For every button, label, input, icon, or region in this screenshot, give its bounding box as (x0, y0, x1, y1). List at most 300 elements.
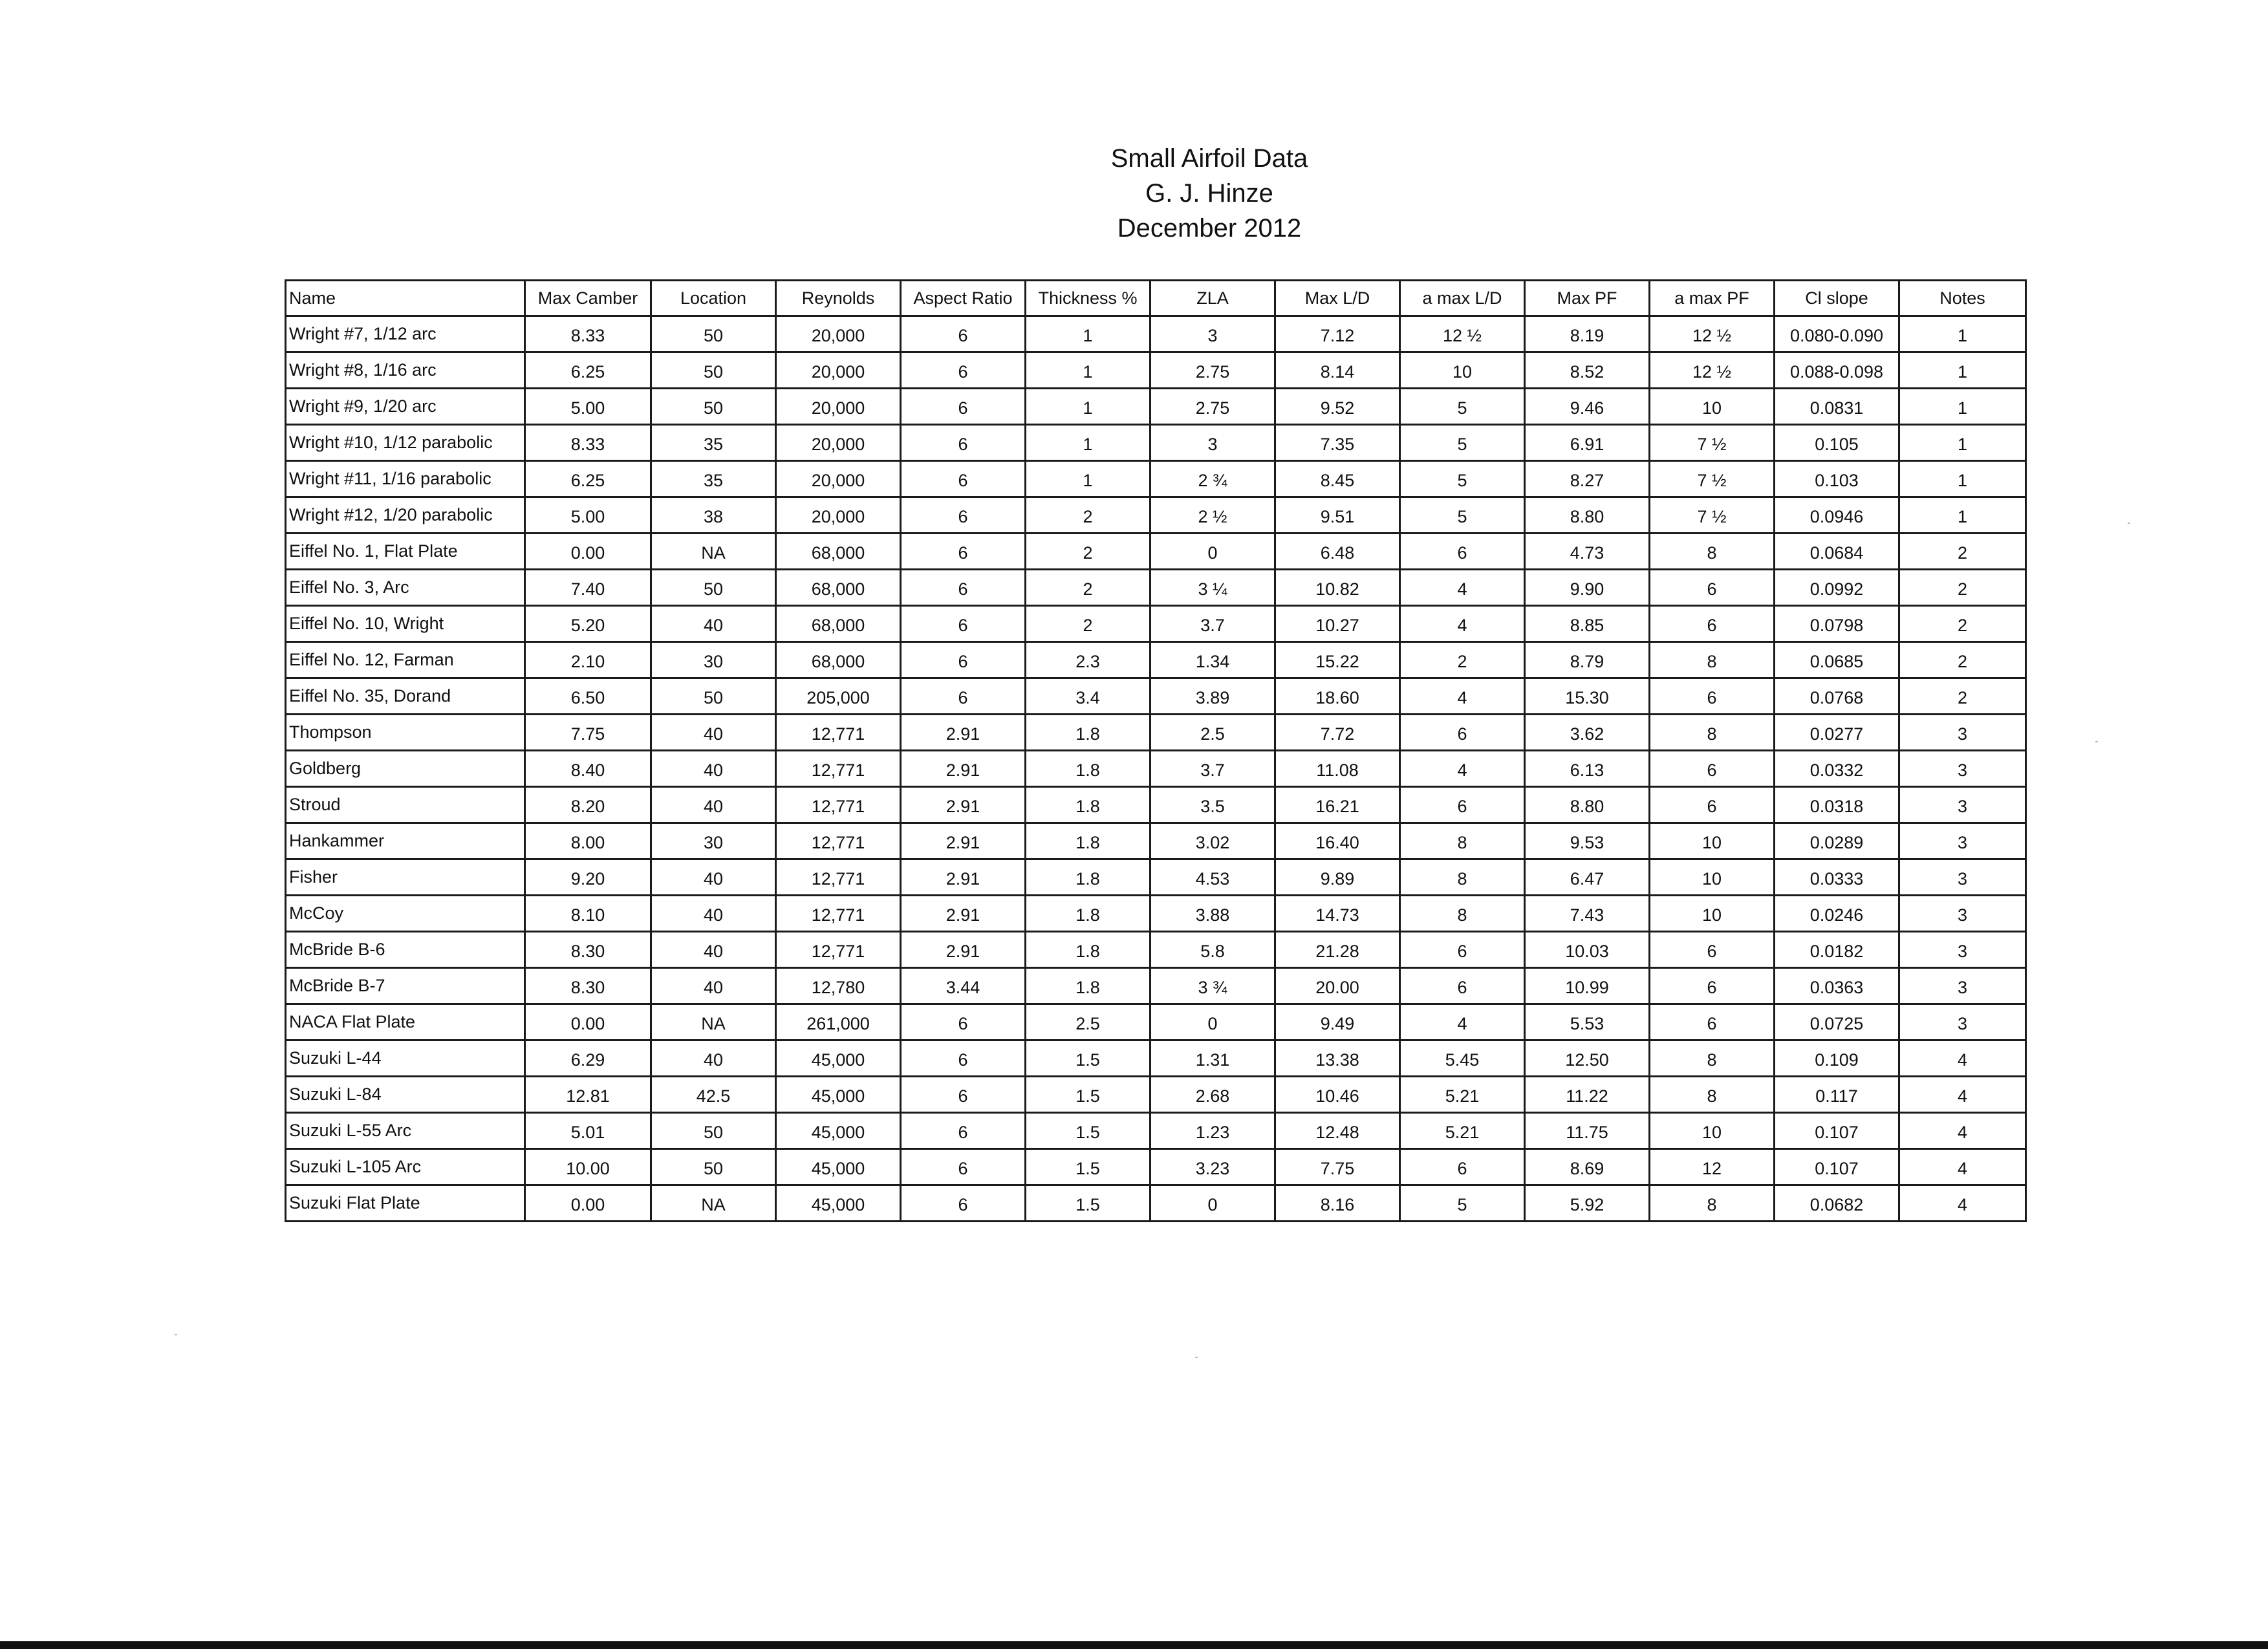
table-cell: 8.00 (525, 823, 651, 859)
table-cell: 8.10 (525, 896, 651, 932)
table-cell: 1.5 (1026, 1077, 1150, 1113)
table-cell: 16.40 (1275, 823, 1400, 859)
table-cell: 7 ½ (1650, 461, 1775, 497)
table-cell: 9.51 (1275, 497, 1400, 534)
table-cell: 15.22 (1275, 642, 1400, 678)
table-cell: 2 (1899, 534, 2026, 570)
table-cell: 40 (651, 1040, 776, 1077)
table-cell: 68,000 (776, 570, 901, 606)
table-cell: 5.01 (525, 1113, 651, 1149)
table-cell: 6 (901, 678, 1026, 715)
table-cell: 45,000 (776, 1149, 901, 1185)
table-cell: 1.8 (1026, 859, 1150, 896)
table-cell: 7.40 (525, 570, 651, 606)
table-cell: 2.75 (1150, 389, 1275, 425)
table-cell: 2 (1899, 642, 2026, 678)
table-cell: 6 (1650, 570, 1775, 606)
table-cell: 4 (1899, 1040, 2026, 1077)
table-cell: 0.0685 (1775, 642, 1899, 678)
table-cell: 3 (1150, 425, 1275, 461)
table-row (286, 606, 2026, 642)
table-cell: 6.13 (1525, 751, 1650, 787)
table-cell: 9.20 (525, 859, 651, 896)
document-date: December 2012 (1117, 214, 1302, 242)
table-cell: 0.0333 (1775, 859, 1899, 896)
table-cell: 9.52 (1275, 389, 1400, 425)
table-cell: 2.91 (901, 823, 1026, 859)
column-header: Max L/D (1275, 281, 1400, 316)
table-cell: 2.91 (901, 751, 1026, 787)
table-cell: 11.75 (1525, 1113, 1650, 1149)
table-cell: 0.00 (525, 1004, 651, 1040)
table-cell: 8.45 (1275, 461, 1400, 497)
table-cell: 8.85 (1525, 606, 1650, 642)
table-cell: 6 (1400, 534, 1525, 570)
table-cell: 68,000 (776, 642, 901, 678)
table-cell: 10.82 (1275, 570, 1400, 606)
table-cell: 3.44 (901, 968, 1026, 1004)
table-cell: 10.99 (1525, 968, 1650, 1004)
airfoil-name-cell: Eiffel No. 10, Wright (286, 606, 525, 642)
table-cell: 1 (1899, 497, 2026, 534)
table-cell: 1.5 (1026, 1149, 1150, 1185)
table-cell: 20,000 (776, 316, 901, 352)
table-cell: 16.21 (1275, 787, 1400, 823)
table-cell: 13.38 (1275, 1040, 1400, 1077)
table-cell: 3 (1899, 1004, 2026, 1040)
table-cell: 3 (1899, 932, 2026, 968)
table-cell: 5 (1400, 1185, 1525, 1222)
column-header: Aspect Ratio (901, 281, 1026, 316)
table-cell: 4 (1400, 1004, 1525, 1040)
table-cell: 5 (1400, 461, 1525, 497)
table-cell: 8.80 (1525, 497, 1650, 534)
table-cell: 0.0289 (1775, 823, 1899, 859)
table-cell: 0.088-0.098 (1775, 352, 1899, 389)
table-cell: 45,000 (776, 1113, 901, 1149)
table-row (286, 316, 2026, 352)
table-cell: 3.89 (1150, 678, 1275, 715)
table-cell: 2 (1026, 497, 1150, 534)
table-cell: 8 (1650, 642, 1775, 678)
table-cell: 10.00 (525, 1149, 651, 1185)
table-cell: 68,000 (776, 606, 901, 642)
table-cell: 5.92 (1525, 1185, 1650, 1222)
table-cell: 0.0277 (1775, 715, 1899, 751)
airfoil-name-cell: Eiffel No. 12, Farman (286, 642, 525, 678)
table-cell: 15.30 (1525, 678, 1650, 715)
table-cell: 6 (1400, 715, 1525, 751)
table-cell: NA (651, 1185, 776, 1222)
table-cell: 0 (1150, 534, 1275, 570)
table-row (286, 461, 2026, 497)
table-cell: 0.0831 (1775, 389, 1899, 425)
table-cell: 12,780 (776, 968, 901, 1004)
table-cell: 10.03 (1525, 932, 1650, 968)
table-cell: 6 (1400, 787, 1525, 823)
table-row (286, 1113, 2026, 1149)
table-cell: 3 ¾ (1150, 968, 1275, 1004)
table-cell: 21.28 (1275, 932, 1400, 968)
table-cell: 0.0946 (1775, 497, 1899, 534)
table-row (286, 1004, 2026, 1040)
table-cell: 4 (1400, 570, 1525, 606)
airfoil-name-cell: Suzuki L-105 Arc (286, 1149, 525, 1185)
table-row (286, 859, 2026, 896)
table-cell: 6 (1400, 1149, 1525, 1185)
table-cell: 0.0318 (1775, 787, 1899, 823)
table-cell: 12,771 (776, 715, 901, 751)
table-cell: 38 (651, 497, 776, 534)
table-row (286, 715, 2026, 751)
column-header: Thickness % (1026, 281, 1150, 316)
table-cell: 1 (1026, 389, 1150, 425)
table-cell: 2.3 (1026, 642, 1150, 678)
table-cell: 6 (901, 316, 1026, 352)
table-cell: 2.5 (1150, 715, 1275, 751)
airfoil-data-table (285, 279, 2027, 1222)
table-body (286, 316, 2026, 1222)
table-cell: 2.91 (901, 715, 1026, 751)
table-row (286, 570, 2026, 606)
airfoil-name-cell: NACA Flat Plate (286, 1004, 525, 1040)
table-cell: 9.53 (1525, 823, 1650, 859)
table-row (286, 389, 2026, 425)
airfoil-name-cell: Eiffel No. 35, Dorand (286, 678, 525, 715)
table-cell: 8 (1650, 1040, 1775, 1077)
table-cell: 12,771 (776, 932, 901, 968)
table-cell: 2 (1026, 534, 1150, 570)
table-cell: 8.19 (1525, 316, 1650, 352)
airfoil-name-cell: Wright #11, 1/16 parabolic (286, 461, 525, 497)
table-cell: 0.109 (1775, 1040, 1899, 1077)
table-cell: 8.14 (1275, 352, 1400, 389)
table-cell: 4 (1400, 678, 1525, 715)
table-cell: 0 (1150, 1004, 1275, 1040)
table-cell: 6.29 (525, 1040, 651, 1077)
table-cell: 50 (651, 389, 776, 425)
table-cell: 40 (651, 859, 776, 896)
table-cell: 45,000 (776, 1077, 901, 1113)
airfoil-name-cell: Goldberg (286, 751, 525, 787)
table-cell: 10.46 (1275, 1077, 1400, 1113)
table-row (286, 823, 2026, 859)
table-cell: 8.33 (525, 316, 651, 352)
table-cell: 40 (651, 751, 776, 787)
table-cell: 3 (1899, 968, 2026, 1004)
table-cell: 6 (1650, 1004, 1775, 1040)
table-cell: 3 (1899, 787, 2026, 823)
table-cell: 45,000 (776, 1185, 901, 1222)
table-cell: 3 (1899, 715, 2026, 751)
table-cell: 50 (651, 316, 776, 352)
table-cell: 12 (1650, 1149, 1775, 1185)
document-author: G. J. Hinze (1145, 179, 1273, 208)
table-cell: 12,771 (776, 859, 901, 896)
scan-edge-bar (0, 1641, 2268, 1649)
table-cell: 6 (901, 570, 1026, 606)
table-cell: 11.22 (1525, 1077, 1650, 1113)
airfoil-name-cell: Suzuki L-44 (286, 1040, 525, 1077)
table-row (286, 1077, 2026, 1113)
table-cell: 20,000 (776, 352, 901, 389)
table-cell: 6 (901, 1077, 1026, 1113)
table-cell: 1.34 (1150, 642, 1275, 678)
table-row (286, 425, 2026, 461)
table-cell: 2.75 (1150, 352, 1275, 389)
table-cell: 2.91 (901, 859, 1026, 896)
table-cell: 5 (1400, 389, 1525, 425)
table-cell: 8.52 (1525, 352, 1650, 389)
table-cell: 5 (1400, 497, 1525, 534)
table-cell: 35 (651, 425, 776, 461)
table-cell: 6 (1650, 968, 1775, 1004)
table-cell: 6 (901, 461, 1026, 497)
table-cell: 0 (1150, 1185, 1275, 1222)
table-cell: 8 (1650, 715, 1775, 751)
table-cell: 12.48 (1275, 1113, 1400, 1149)
table-cell: 3 (1899, 896, 2026, 932)
scan-speck (2128, 523, 2130, 524)
table-cell: 2 (1400, 642, 1525, 678)
table-cell: 5.00 (525, 497, 651, 534)
table-cell: 1 (1026, 425, 1150, 461)
table-cell: 45,000 (776, 1040, 901, 1077)
airfoil-name-cell: Thompson (286, 715, 525, 751)
table-cell: 6.50 (525, 678, 651, 715)
table-cell: 5.21 (1400, 1113, 1525, 1149)
table-cell: 4 (1400, 606, 1525, 642)
table-cell: 1.8 (1026, 751, 1150, 787)
table-cell: 6.25 (525, 352, 651, 389)
table-cell: 6 (1650, 606, 1775, 642)
table-cell: 8 (1650, 1185, 1775, 1222)
table-cell: 2.91 (901, 787, 1026, 823)
table-cell: 40 (651, 606, 776, 642)
airfoil-name-cell: Wright #12, 1/20 parabolic (286, 497, 525, 534)
table-cell: 2.91 (901, 896, 1026, 932)
airfoil-name-cell: Suzuki L-84 (286, 1077, 525, 1113)
table-cell: 9.49 (1275, 1004, 1400, 1040)
airfoil-name-cell: Hankammer (286, 823, 525, 859)
table-cell: 5 (1400, 425, 1525, 461)
table-cell: 8.27 (1525, 461, 1650, 497)
table-cell: 0.0246 (1775, 896, 1899, 932)
column-header: a max L/D (1400, 281, 1525, 316)
table-cell: 2 ¾ (1150, 461, 1275, 497)
table-row (286, 1185, 2026, 1222)
table-cell: 3.7 (1150, 606, 1275, 642)
table-cell: 6 (1400, 932, 1525, 968)
table-cell: 20,000 (776, 425, 901, 461)
table-cell: 261,000 (776, 1004, 901, 1040)
table-cell: 6 (901, 497, 1026, 534)
table-row (286, 751, 2026, 787)
table-cell: 8 (1650, 1077, 1775, 1113)
table-cell: 5.45 (1400, 1040, 1525, 1077)
airfoil-name-cell: Wright #8, 1/16 arc (286, 352, 525, 389)
table-cell: 3.5 (1150, 787, 1275, 823)
table-cell: 205,000 (776, 678, 901, 715)
table-cell: 6 (901, 1185, 1026, 1222)
table-cell: 30 (651, 823, 776, 859)
table-cell: 8.16 (1275, 1185, 1400, 1222)
table-cell: 1 (1026, 316, 1150, 352)
table-cell: 2.68 (1150, 1077, 1275, 1113)
table-cell: NA (651, 534, 776, 570)
table-row (286, 896, 2026, 932)
table-cell: 10 (1650, 859, 1775, 896)
table-cell: 5.00 (525, 389, 651, 425)
column-header: Cl slope (1775, 281, 1899, 316)
table-cell: NA (651, 1004, 776, 1040)
table-row (286, 642, 2026, 678)
table-cell: 7.75 (525, 715, 651, 751)
table-cell: 4 (1400, 751, 1525, 787)
table-cell: 2.5 (1026, 1004, 1150, 1040)
table-cell: 20,000 (776, 497, 901, 534)
table-cell: 10.27 (1275, 606, 1400, 642)
table-cell: 42.5 (651, 1077, 776, 1113)
airfoil-name-cell: Eiffel No. 3, Arc (286, 570, 525, 606)
table-cell: 20,000 (776, 461, 901, 497)
table-cell: 7.75 (1275, 1149, 1400, 1185)
table-cell: 20,000 (776, 389, 901, 425)
table-row (286, 787, 2026, 823)
table-cell: 9.90 (1525, 570, 1650, 606)
table-row (286, 1149, 2026, 1185)
table-cell: 0.105 (1775, 425, 1899, 461)
scan-speck (175, 1334, 177, 1335)
airfoil-name-cell: McBride B-7 (286, 968, 525, 1004)
table-row (286, 352, 2026, 389)
table-cell: 1 (1899, 389, 2026, 425)
table-cell: 0.00 (525, 534, 651, 570)
table-cell: 1 (1899, 425, 2026, 461)
table-cell: 8.20 (525, 787, 651, 823)
airfoil-name-cell: Wright #7, 1/12 arc (286, 316, 525, 352)
table-cell: 1.23 (1150, 1113, 1275, 1149)
table-cell: 2 (1899, 606, 2026, 642)
table-cell: 0.0363 (1775, 968, 1899, 1004)
table-cell: 4 (1899, 1149, 2026, 1185)
table-cell: 4.53 (1150, 859, 1275, 896)
table-cell: 10 (1400, 352, 1525, 389)
table-cell: 1 (1899, 461, 2026, 497)
table-cell: 8.33 (525, 425, 651, 461)
table-cell: 14.73 (1275, 896, 1400, 932)
table-cell: 40 (651, 932, 776, 968)
table-cell: 1.31 (1150, 1040, 1275, 1077)
table-cell: 1.8 (1026, 968, 1150, 1004)
airfoil-name-cell: Fisher (286, 859, 525, 896)
table-cell: 50 (651, 570, 776, 606)
table-cell: 1.8 (1026, 715, 1150, 751)
table-cell: 0.0725 (1775, 1004, 1899, 1040)
table-cell: 4 (1899, 1185, 2026, 1222)
table-cell: 0.0798 (1775, 606, 1899, 642)
table-cell: 6 (901, 1004, 1026, 1040)
table-cell: 6 (1650, 787, 1775, 823)
table-cell: 8 (1400, 859, 1525, 896)
table-cell: 0.080-0.090 (1775, 316, 1899, 352)
table-cell: 6 (901, 352, 1026, 389)
table-cell: 0.117 (1775, 1077, 1899, 1113)
table-cell: 3.4 (1026, 678, 1150, 715)
column-header: Notes (1899, 281, 2026, 316)
table-cell: 1.5 (1026, 1040, 1150, 1077)
table-cell: 3.02 (1150, 823, 1275, 859)
table-cell: 6.25 (525, 461, 651, 497)
table-cell: 40 (651, 715, 776, 751)
table-cell: 0.107 (1775, 1113, 1899, 1149)
table-cell: 2 ½ (1150, 497, 1275, 534)
table-cell: 8 (1650, 534, 1775, 570)
table-cell: 50 (651, 1149, 776, 1185)
table-cell: 2.91 (901, 932, 1026, 968)
table-cell: 8.79 (1525, 642, 1650, 678)
table-cell: 7.72 (1275, 715, 1400, 751)
table-row (286, 932, 2026, 968)
table-cell: 12,771 (776, 787, 901, 823)
table-cell: 12 ½ (1650, 352, 1775, 389)
table-cell: 2 (1026, 570, 1150, 606)
table-cell: 0.0684 (1775, 534, 1899, 570)
table-cell: 10 (1650, 1113, 1775, 1149)
table-cell: 6 (901, 389, 1026, 425)
table-cell: 50 (651, 352, 776, 389)
table-cell: 12.81 (525, 1077, 651, 1113)
table-cell: 6 (901, 1040, 1026, 1077)
table-cell: 5.21 (1400, 1077, 1525, 1113)
airfoil-name-cell: Wright #9, 1/20 arc (286, 389, 525, 425)
table-cell: 2 (1899, 678, 2026, 715)
table-cell: 8 (1400, 823, 1525, 859)
table-cell: 40 (651, 968, 776, 1004)
table-cell: 6 (901, 425, 1026, 461)
table-cell: 50 (651, 1113, 776, 1149)
airfoil-name-cell: Eiffel No. 1, Flat Plate (286, 534, 525, 570)
table-cell: 6 (1650, 678, 1775, 715)
scan-speck (1195, 1357, 1198, 1358)
table-cell: 40 (651, 896, 776, 932)
table-cell: 1.5 (1026, 1185, 1150, 1222)
table-row (286, 497, 2026, 534)
table-cell: 1.8 (1026, 823, 1150, 859)
table-cell: 4.73 (1525, 534, 1650, 570)
table-cell: 10 (1650, 823, 1775, 859)
table-row (286, 968, 2026, 1004)
table-cell: 6 (1400, 968, 1525, 1004)
table-cell: 8.80 (1525, 787, 1650, 823)
table-cell: 10 (1650, 896, 1775, 932)
table-cell: 8 (1400, 896, 1525, 932)
table-cell: 1.8 (1026, 932, 1150, 968)
table-cell: 1 (1026, 461, 1150, 497)
table-cell: 9.46 (1525, 389, 1650, 425)
table-cell: 3 (1899, 751, 2026, 787)
scan-speck (2095, 741, 2098, 742)
column-header: a max PF (1650, 281, 1775, 316)
table-cell: 6 (1650, 751, 1775, 787)
table-cell: 6.91 (1525, 425, 1650, 461)
table-cell: 0.0682 (1775, 1185, 1899, 1222)
column-header: Location (651, 281, 776, 316)
table-cell: 12 ½ (1400, 316, 1525, 352)
airfoil-name-cell: Stroud (286, 787, 525, 823)
table-cell: 0.0992 (1775, 570, 1899, 606)
table-cell: 3.23 (1150, 1149, 1275, 1185)
